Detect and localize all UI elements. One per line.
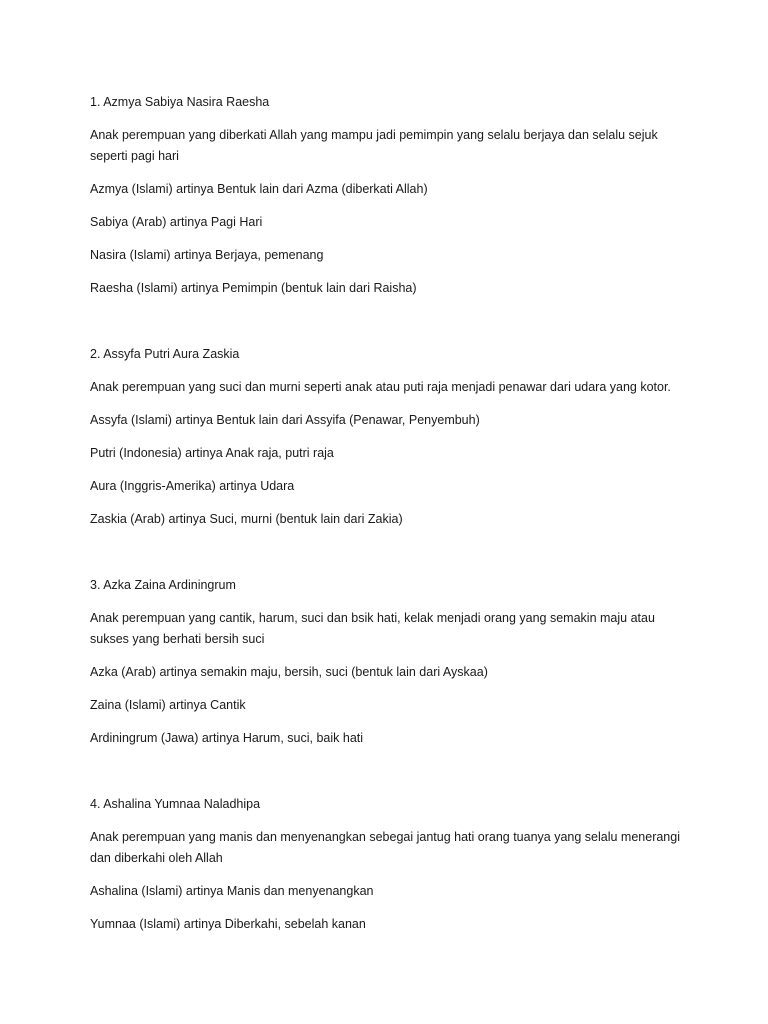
name-meaning: Azmya (Islami) artinya Bentuk lain dari Azma (diberkati Allah) — [90, 182, 428, 196]
name-heading: 2. Assyfa Putri Aura Zaskia — [90, 347, 240, 361]
name-heading: 1. Azmya Sabiya Nasira Raesha — [90, 95, 270, 109]
name-meaning: Assyfa (Islami) artinya Bentuk lain dari Assyifa (Penawar, Penyembuh) — [90, 413, 480, 427]
name-meaning: Ardiningrum (Jawa) artinya Harum, suci, baik hati — [90, 731, 364, 745]
name-description: Anak perempuan yang manis dan menyenangkan sebegai jantug hati orang tuanya yang selalu menerangi dan diberkahi oleh Allah — [90, 830, 680, 865]
name-description: Anak perempuan yang suci dan murni seperti anak atau puti raja menjadi penawar dari udara yang kotor. — [90, 380, 671, 394]
name-meaning: Azka (Arab) artinya semakin maju, bersih, suci (bentuk lain dari Ayskaa) — [90, 665, 488, 679]
name-meaning: Ashalina (Islami) artinya Manis dan menyenangkan — [90, 884, 374, 898]
name-meaning: Yumnaa (Islami) artinya Diberkahi, sebelah kanan — [90, 917, 366, 931]
name-meaning: Putri (Indonesia) artinya Anak raja, putri raja — [90, 446, 334, 460]
name-section-4 — [90, 794, 690, 935]
name-meaning: Raesha (Islami) artinya Pemimpin (bentuk lain dari Raisha) — [90, 281, 417, 295]
name-section-1 — [90, 92, 690, 299]
name-heading: 4. Ashalina Yumnaa Naladhipa — [90, 797, 261, 811]
name-heading: 3. Azka Zaina Ardiningrum — [90, 578, 236, 592]
document-page — [90, 92, 690, 947]
name-meaning: Nasira (Islami) artinya Berjaya, pemenang — [90, 248, 324, 262]
name-section-2 — [90, 344, 690, 530]
name-meaning: Zaina (Islami) artinya Cantik — [90, 698, 246, 712]
name-description: Anak perempuan yang diberkati Allah yang mampu jadi pemimpin yang selalu berjaya dan selalu sejuk seperti pagi hari — [90, 128, 658, 163]
name-meaning: Zaskia (Arab) artinya Suci, murni (bentuk lain dari Zakia) — [90, 512, 403, 526]
name-description: Anak perempuan yang cantik, harum, suci dan bsik hati, kelak menjadi orang yang semakin maju atau sukses yang berhati bersih suci — [90, 611, 655, 646]
name-meaning: Aura (Inggris-Amerika) artinya Udara — [90, 479, 295, 493]
name-section-3 — [90, 575, 690, 749]
name-meaning: Sabiya (Arab) artinya Pagi Hari — [90, 215, 263, 229]
